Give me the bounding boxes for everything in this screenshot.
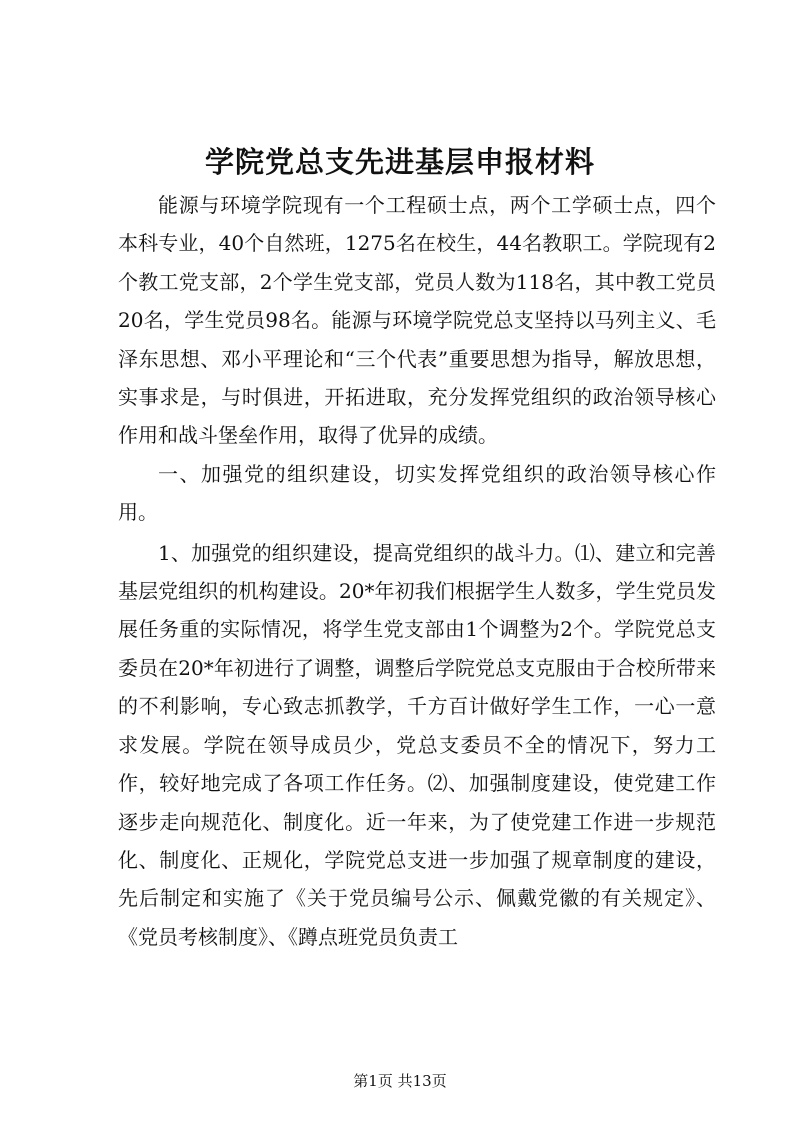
paragraph-intro: 能源与环境学院现有一个工程硕士点，两个工学硕士点，四个本科专业，40个自然班，1275名在校生，44名教职工。学院现有2个教工党支部，2个学生党支部，党员人数为118名，其中教工党员20名，学生党员98名。能源与环境学院党总支坚持以马列主义、毛泽东思想、邓小平理论和“三个代表”重要思想为指导，解放思想，实事求是，与时俱进，开拓进取，充分发挥党组织的政治领导核心作用和战斗堡垒作用，取得了优异的成绩。 xyxy=(118,193,716,448)
document-title: 学院党总支先进基层申报材料 xyxy=(204,145,595,179)
paragraph-section-heading: 一、加强党的组织建设，切实发挥党组织的政治领导核心作用。 xyxy=(118,461,716,525)
page-footer: 第1页 共13页 xyxy=(353,1072,447,1090)
document-body xyxy=(118,186,716,956)
paragraph-organization-building: 1、加强党的组织建设，提高党组织的战斗力。⑴、建立和完善基层党组织的机构建设。20*年初我们根据学生人数多，学生党员发展任务重的实际情况，将学生党支部由1个调整为2个。学院党总支委员在20*年初进行了调整，调整后学院党总支克服由于合校所带来的不利影响，专心致志抓教学，千方百计做好学生工作，一心一意求发展。学院在领导成员少，党总支委员不全的情况下，努力工作，较好地完成了各项工作任务。⑵、加强制度建设，使党建工作逐步走向规范化、制度化。近一年来，为了使党建工作进一步规范化、制度化、正规化，学院党总支进一步加强了规章制度的建设，先后制定和实施了《关于党员编号公示、佩戴党徽的有关规定》、《党员考核制度》、《蹲点班党员负责工 xyxy=(118,540,716,949)
